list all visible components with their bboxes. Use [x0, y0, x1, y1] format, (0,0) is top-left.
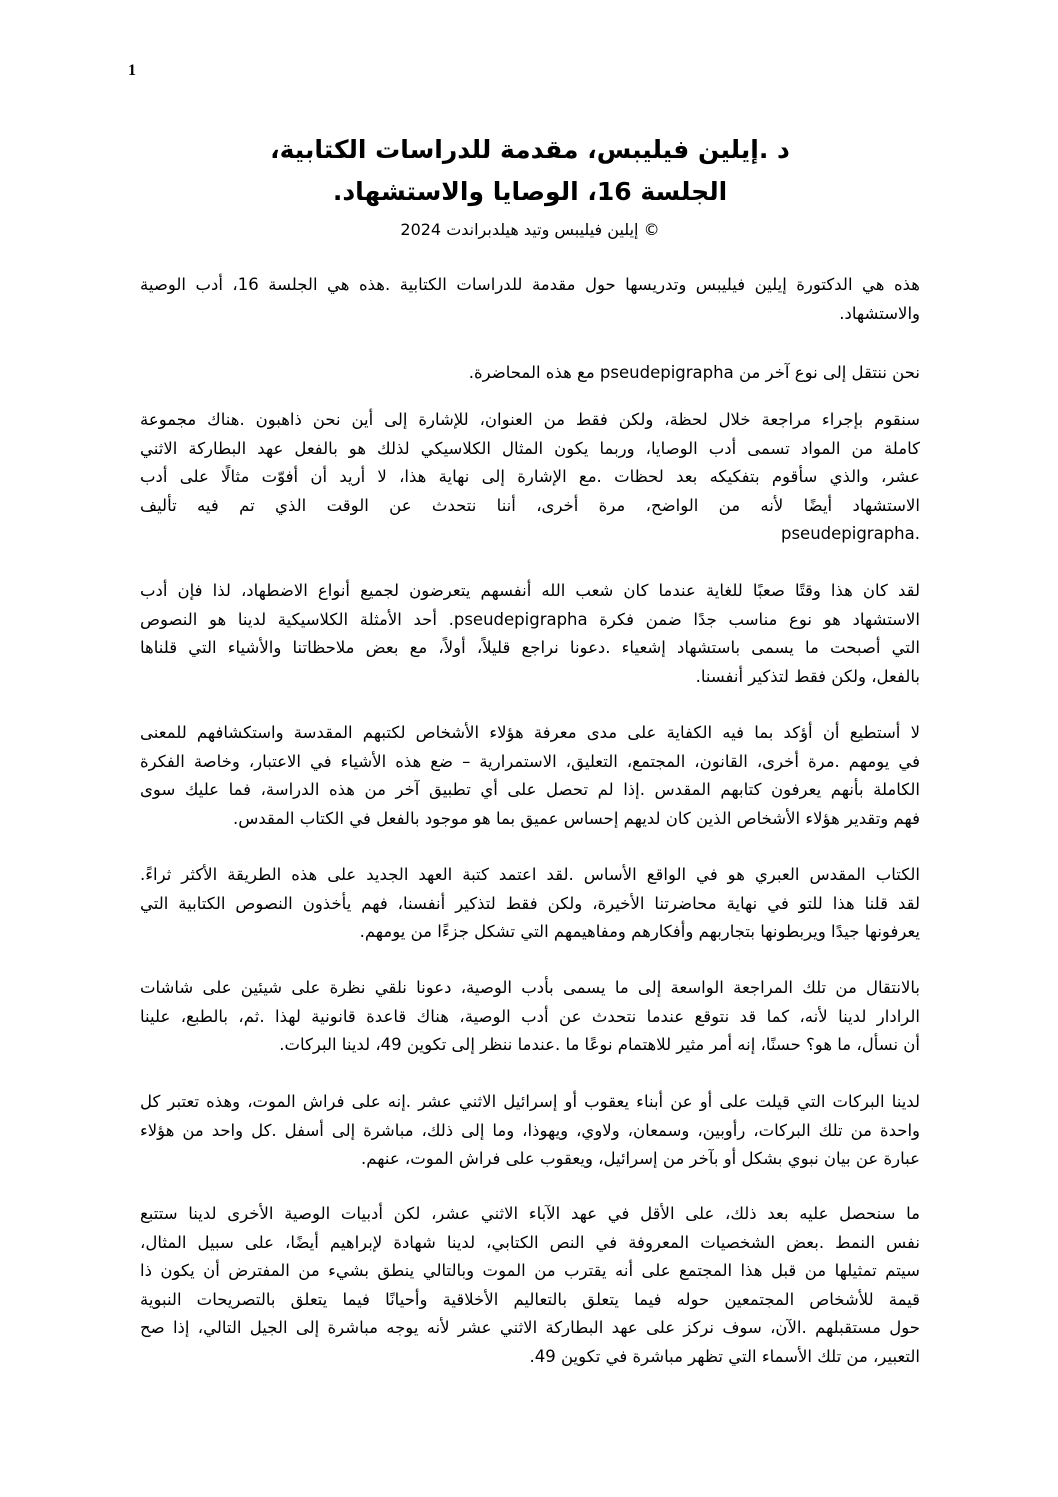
text-line: .فهم وتقدير هؤلاء الأشخاص الذين كان لديهم إحساس عميق بما هو موجود بالفعل في الكتاب المقدس — [232, 808, 920, 828]
paragraph — [140, 861, 920, 947]
text-line: عشر، والذي سأقوم بتفكيكه بعد لحظات .مع الإشارة إلى نهاية هذا، لا أريد أن أفوّت مثالًا على أدب — [140, 467, 920, 486]
text-line: قيمة للأشخاص المجتمعين حوله فيما يتعلق بالتعاليم الأخلاقية وأحيانًا فيما يتعلق بالتصريحات النبوية — [140, 1289, 920, 1309]
copyright-line: إيلين فيليبس وتيد هيلدبراندت 2024 © — [400, 220, 660, 239]
paragraph — [140, 271, 920, 328]
paragraph — [140, 974, 920, 1060]
document-title-line-2: .الجلسة 16، الوصايا والاستشهاد — [332, 177, 728, 206]
text-line: واحدة من تلك البركات، رأوبين، وسمعان، ولاوي، ويهوذا، وما إلى ذلك، مباشرة إلى أسفل .كل واحد من هؤلاء — [140, 1120, 920, 1140]
text-line: .يعرفونها جيدًا ويربطونها بتجاربهم وأفكارهم ومفاهيمهم التي تشكل جزءًا من يومهم — [359, 922, 920, 941]
text-line: لقد كان هذا وقتًا صعبًا للغاية عندما كان شعب الله أنفسهم يتعرضون لجميع أنواع الاضطهاد، لذا فإن أدب — [140, 581, 920, 600]
paragraph — [140, 1200, 920, 1371]
text-line: بالانتقال من تلك المراجعة الواسعة إلى ما يسمى بأدب الوصية، دعونا نلقي نظرة على شيئين على شاشات — [140, 978, 920, 997]
paragraph — [140, 1088, 920, 1174]
text-line: التي أصبحت ما يسمى باستشهاد إشعياء .دعونا نراجع قليلاً، أولاً، مع بعض ملاحظاتنا والأشياء التي قلناها — [140, 638, 920, 657]
text-line: لقد قلنا هذا للتو في نهاية محاضرتنا الأخيرة، ولكن فقط لتذكير أنفسنا، فهم يأخذون النصوص الكتابية التي — [140, 893, 920, 913]
document-title-line-1: ،د .إيلين فيليبس، مقدمة للدراسات الكتابية — [270, 135, 790, 164]
text-line: سنقوم بإجراء مراجعة خلال لحظة، ولكن فقط من العنوان، للإشارة إلى أين نحن ذاهبون .هناك مجموعة — [140, 410, 920, 429]
text-line: .الكتاب المقدس العبري هو في الواقع الأساس .لقد اعتمد كتبة العهد الجديد على هذه الطريقة الأكثر ثراءً — [140, 865, 920, 884]
paragraph — [140, 577, 920, 691]
text-line: ،نفس النمط .بعض الشخصيات المعروفة في النص الكتابي، لدينا شهادة لإبراهيم أيضًا، على سبيل المثال — [140, 1232, 920, 1252]
text-line: .والاستشهاد — [839, 303, 920, 323]
paragraph — [140, 719, 920, 833]
text-line: لا أستطيع أن أؤكد بما فيه الكفاية على مدى معرفة هؤلاء الأشخاص لكتبهم المقدسة واستكشافهم للمعنى — [140, 723, 920, 742]
text-line: .التعبير، من تلك الأسماء التي تظهر مباشرة في تكوين 49 — [529, 1346, 920, 1366]
text-line: .عبارة عن بيان نبوي بشكل أو بآخر من إسرائيل، ويعقوب على فراش الموت، عنهم — [361, 1149, 920, 1168]
text-line: الاستشهاد أيضًا لأنه من الواضح، مرة أخرى، أننا نتحدث عن الوقت الذي تم فيه تأليف — [140, 495, 920, 515]
text-line: حول مستقبلهم .الآن، سوف نركز على عهد البطاركة الاثني عشر لأنه يوجه مباشرة إلى الجيل التالي، إذا صح — [140, 1318, 920, 1337]
text-line: .أن نسأل، ما هو؟ حسنًا، إنه أمر مثير للاهتمام نوعًا ما .عندما ننظر إلى تكوين 49، لدينا البركات — [279, 1035, 920, 1054]
text-line: كاملة من المواد تسمى أدب الوصايا، وربما يكون المثال الكلاسيكي لذلك هو بالفعل عهد البطاركة الاثني — [140, 438, 920, 458]
text-line: .بالفعل، ولكن فقط لتذكير أنفسنا — [695, 666, 920, 686]
text-line: سيتم تمثيلها من قبل هذا المجتمع على أنه يقترب من الموت وبالتالي ينطق بشيء من المفترض أن يكون ذا — [140, 1261, 920, 1280]
text-line: في يومهم .مرة أخرى، القانون، المجتمع، التعليق، الاستمرارية – ضع هذه الأشياء في الاعتبار، وخاصة الفكرة — [140, 751, 920, 771]
paragraph — [140, 406, 920, 549]
paragraph — [140, 359, 920, 388]
text-line: لدينا البركات التي قيلت على أو عن أبناء يعقوب أو إسرائيل الاثني عشر .إنه على فراش الموت، وهذه تعتبر كل — [140, 1092, 920, 1111]
text-line: pseudepigrapha. — [780, 524, 920, 543]
text-line: أحد الأمثلة الكلاسيكية لدينا هو النصوص .pseudepigrapha الاستشهاد هو نوع مناسب جدًا ضمن فكرة — [140, 609, 920, 629]
text-line: ما سنحصل عليه بعد ذلك، على الأقل في عهد الآباء الاثني عشر، لكن أدبيات الوصية الأخرى لدينا ستتبع — [140, 1204, 920, 1223]
text-line: الرادار لدينا لأنه، كما قد نتوقع عندما نتحدث عن أدب الوصية، هناك قاعدة قانونية لهذا .ثم، بالطبع، علينا — [140, 1006, 920, 1026]
text-line: هذه هي الدكتورة إيلين فيليبس وتدريسها حول مقدمة للدراسات الكتابية .هذه هي الجلسة 16، أدب الوصية — [140, 275, 920, 294]
text-line: .مع هذه المحاضرة pseudepigrapha نحن ننتقل إلى نوع آخر من — [468, 363, 920, 382]
text-line: الكاملة بأنهم يعرفون كتابهم المقدس .إذا لم تحصل على أي تطبيق آخر من هذه الدراسة، فما عليك سوى — [140, 780, 920, 799]
page-number: 1 — [128, 62, 136, 79]
